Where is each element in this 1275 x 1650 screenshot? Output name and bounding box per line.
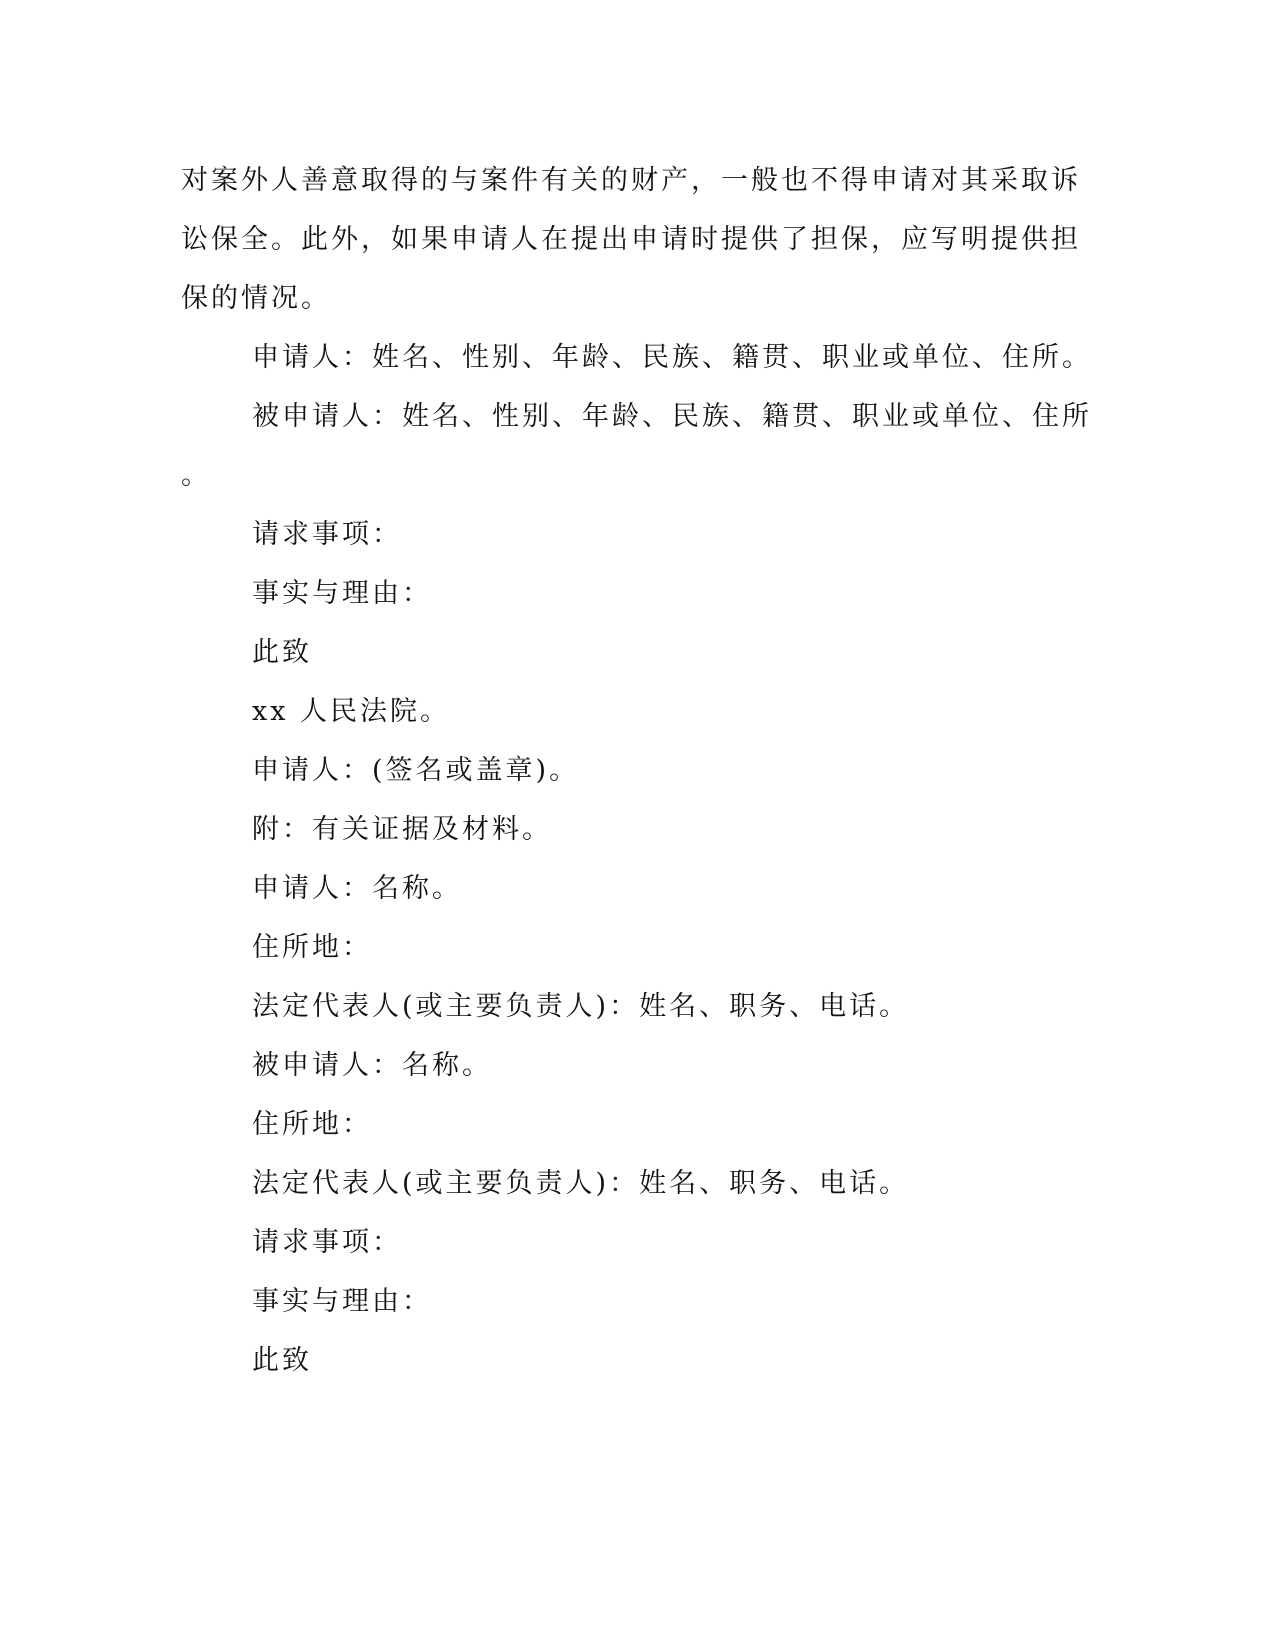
- applicant-signature-line: 申请人：(签名或盖章)。: [252, 755, 580, 786]
- applicant-org-name-line: 申请人：名称。: [252, 873, 462, 904]
- request-items-heading-1: 请求事项：: [252, 519, 402, 550]
- court-name: xx 人民法院。: [252, 696, 451, 727]
- respondent-org-name-line: 被申请人：名称。: [252, 1050, 492, 1081]
- facts-reasons-heading-2: 事实与理由：: [252, 1286, 432, 1317]
- intro-line-1: 对案外人善意取得的与案件有关的财产，一般也不得申请对其采取诉: [181, 165, 1081, 196]
- applicant-legal-rep-line: 法定代表人(或主要负责人)：姓名、职务、电话。: [252, 991, 910, 1022]
- respondent-personal-line-2: 。: [181, 460, 211, 491]
- salutation-2: 此致: [252, 1345, 312, 1376]
- intro-line-3: 保的情况。: [181, 283, 331, 314]
- respondent-legal-rep-line: 法定代表人(或主要负责人)：姓名、职务、电话。: [252, 1168, 910, 1199]
- attachment-line: 附：有关证据及材料。: [252, 814, 552, 845]
- applicant-personal-line: 申请人：姓名、性别、年龄、民族、籍贯、职业或单位、住所。: [252, 342, 1092, 373]
- applicant-domicile-line: 住所地：: [252, 932, 372, 963]
- intro-line-2: 讼保全。此外，如果申请人在提出申请时提供了担保，应写明提供担: [181, 224, 1081, 255]
- respondent-personal-line-1: 被申请人：姓名、性别、年龄、民族、籍贯、职业或单位、住所: [252, 401, 1092, 432]
- facts-reasons-heading-1: 事实与理由：: [252, 578, 432, 609]
- salutation-1: 此致: [252, 637, 312, 668]
- request-items-heading-2: 请求事项：: [252, 1227, 402, 1258]
- respondent-domicile-line: 住所地：: [252, 1109, 372, 1140]
